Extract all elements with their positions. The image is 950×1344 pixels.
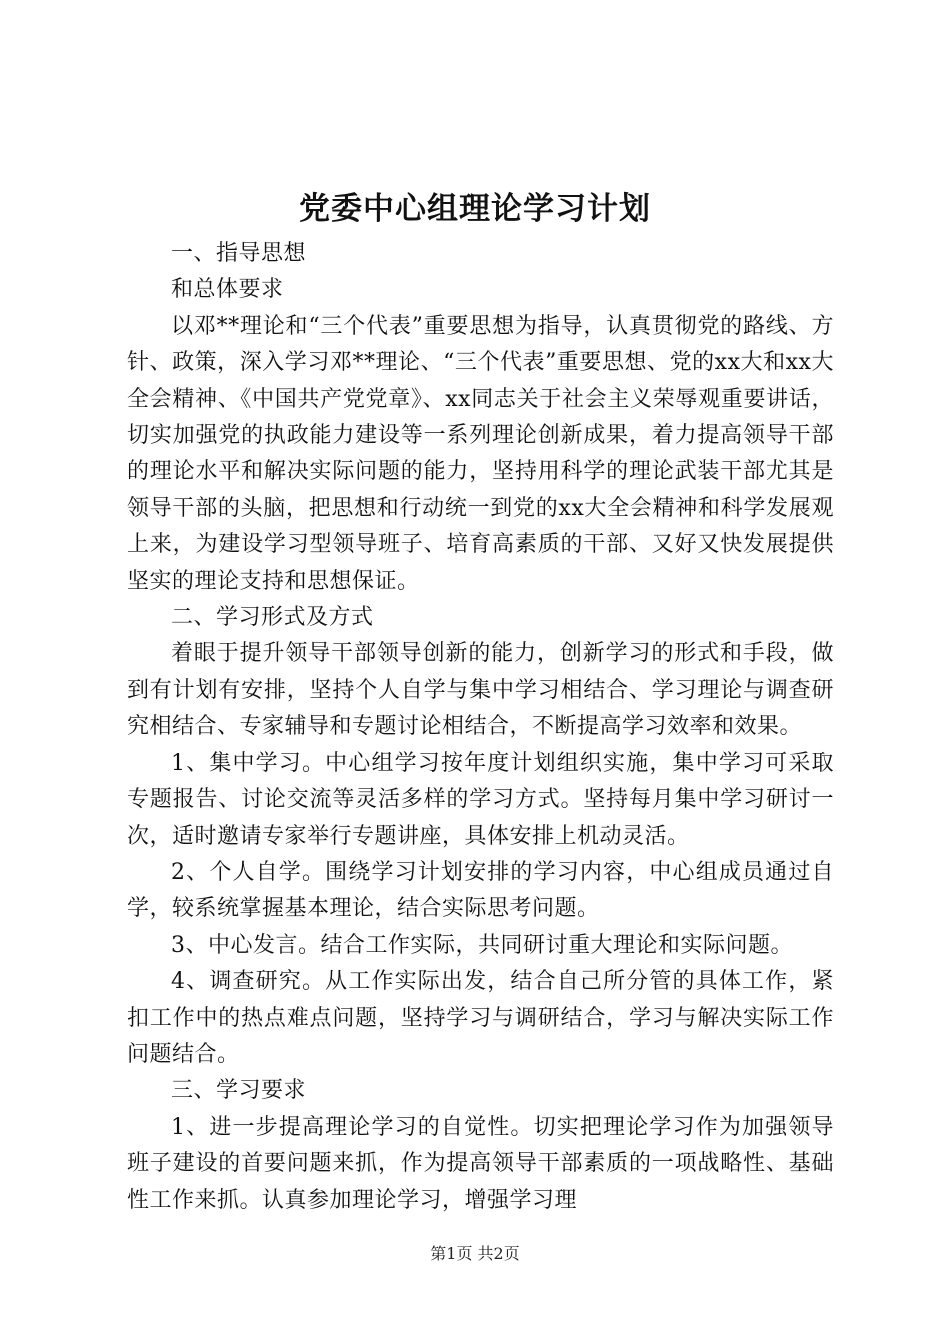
paragraph-requirement-1: 1、进一步提高理论学习的自觉性。切实把理论学习作为加强领导班子建设的首要问题来抓，作为提高领导干部素质的一项战略性、基础性工作来抓。认真参加理论学习，增强学习理 [127,1114,834,1213]
section-heading-learning-requirements: 三、学习要求 [171,1078,307,1104]
paragraph-self-study: 2、个人自学。围绕学习计划安排的学习内容，中心组成员通过自学，较系统掌握基本理论，结合实际思考问题。 [127,859,834,922]
section-heading-overall-requirements: 和总体要求 [171,277,284,303]
paragraph-learning-forms: 着眼于提升领导干部领导创新的能力，创新学习的形式和手段，做到有计划有安排，坚持个人自学与集中学习相结合、学习理论与调查研究相结合、专家辅导和专题讨论相结合，不断提高学习效率和效果。 [127,641,834,740]
section-heading-guiding-ideology: 一、指导思想 [171,241,307,266]
paragraph-central-speech: 3、中心发言。结合工作实际，共同研讨重大理论和实际问题。 [171,932,793,958]
document-body [127,236,834,1219]
paragraph-guiding-ideology: 以邓**理论和“三个代表”重要思想为指导，认真贯彻党的路线、方针、政策，深入学习邓**理论、“三个代表”重要思想、党的xx大和xx大全会精神、《中国共产党党章》、xx同志关于社会主义荣辱观重要讲话，切实加强党的执政能力建设等一系列理论创新成果，着力提高领导干部的理论水平和解决实际问题的能力，坚持用科学的理论武装干部尤其是领导干部的头脑，把思想和行动统一到党的xx大全会精神和科学发展观上来，为建设学习型领导班子、培育高素质的干部、又好又快发展提供坚实的理论支持和思想保证。 [127,313,834,594]
page-footer: 第1页 共2页 [430,1244,520,1263]
section-heading-learning-forms: 二、学习形式及方式 [171,605,374,631]
paragraph-centralized-study: 1、集中学习。中心组学习按年度计划组织实施，集中学习可采取专题报告、讨论交流等灵活多样的学习方式。坚持每月集中学习研讨一次，适时邀请专家举行专题讲座，具体安排上机动灵活。 [127,750,834,849]
document-title: 党委中心组理论学习计划 [299,191,651,227]
paragraph-investigation: 4、调查研究。从工作实际出发，结合自己所分管的具体工作，紧扣工作中的热点难点问题，坚持学习与调研结合，学习与解决实际工作问题结合。 [127,969,834,1067]
